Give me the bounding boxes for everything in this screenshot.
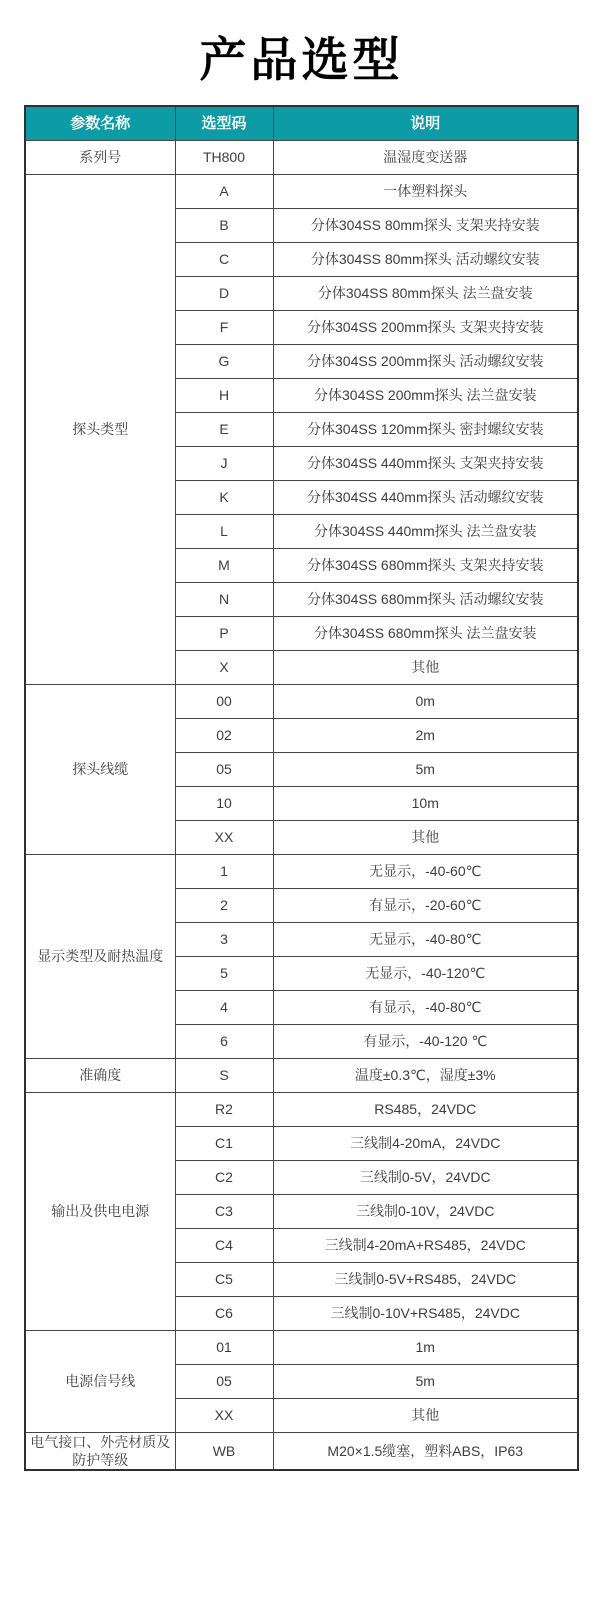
description-cell: 分体304SS 440mm探头 法兰盘安装 bbox=[273, 514, 578, 548]
type-code-cell: 05 bbox=[175, 1364, 273, 1398]
description-cell: 其他 bbox=[273, 650, 578, 684]
type-code-cell: C4 bbox=[175, 1228, 273, 1262]
description-cell: 三线制0-5V，24VDC bbox=[273, 1160, 578, 1194]
description-cell: M20×1.5缆塞，塑料ABS，IP63 bbox=[273, 1432, 578, 1470]
description-cell: 有显示，-20-60℃ bbox=[273, 888, 578, 922]
description-cell: 三线制4-20mA+RS485，24VDC bbox=[273, 1228, 578, 1262]
type-code-cell: M bbox=[175, 548, 273, 582]
selection-table-body bbox=[25, 140, 578, 1470]
table-row bbox=[25, 854, 578, 888]
type-code-cell: TH800 bbox=[175, 140, 273, 174]
description-cell: 10m bbox=[273, 786, 578, 820]
product-selection-table bbox=[24, 105, 579, 1471]
type-code-cell: F bbox=[175, 310, 273, 344]
table-row bbox=[25, 1330, 578, 1364]
type-code-cell: XX bbox=[175, 1398, 273, 1432]
table-row bbox=[25, 1058, 578, 1092]
description-cell: 无显示，-40-80℃ bbox=[273, 922, 578, 956]
type-code-cell: XX bbox=[175, 820, 273, 854]
type-code-cell: 00 bbox=[175, 684, 273, 718]
type-code-cell: A bbox=[175, 174, 273, 208]
description-cell: 2m bbox=[273, 718, 578, 752]
description-cell: 5m bbox=[273, 1364, 578, 1398]
type-code-cell: 10 bbox=[175, 786, 273, 820]
type-code-cell: 1 bbox=[175, 854, 273, 888]
description-cell: 分体304SS 80mm探头 法兰盘安装 bbox=[273, 276, 578, 310]
description-cell: 无显示，-40-120℃ bbox=[273, 956, 578, 990]
type-code-cell: 5 bbox=[175, 956, 273, 990]
description-cell: 三线制0-10V，24VDC bbox=[273, 1194, 578, 1228]
type-code-cell: 3 bbox=[175, 922, 273, 956]
description-cell: 分体304SS 440mm探头 活动螺纹安装 bbox=[273, 480, 578, 514]
type-code-cell: 2 bbox=[175, 888, 273, 922]
type-code-cell: C5 bbox=[175, 1262, 273, 1296]
param-name-cell: 电源信号线 bbox=[25, 1330, 175, 1432]
type-code-cell: X bbox=[175, 650, 273, 684]
description-cell: 分体304SS 200mm探头 支架夹持安装 bbox=[273, 310, 578, 344]
table-row bbox=[25, 140, 578, 174]
description-cell: 三线制4-20mA，24VDC bbox=[273, 1126, 578, 1160]
type-code-cell: 01 bbox=[175, 1330, 273, 1364]
param-name-cell: 电气接口、外壳材质及防护等级 bbox=[25, 1432, 175, 1470]
description-cell: 5m bbox=[273, 752, 578, 786]
type-code-cell: 4 bbox=[175, 990, 273, 1024]
description-cell: 分体304SS 680mm探头 法兰盘安装 bbox=[273, 616, 578, 650]
type-code-cell: P bbox=[175, 616, 273, 650]
description-cell: 三线制0-10V+RS485，24VDC bbox=[273, 1296, 578, 1330]
type-code-cell: C bbox=[175, 242, 273, 276]
table-row bbox=[25, 1092, 578, 1126]
description-cell: 分体304SS 80mm探头 活动螺纹安装 bbox=[273, 242, 578, 276]
type-code-cell: R2 bbox=[175, 1092, 273, 1126]
table-row bbox=[25, 174, 578, 208]
header-row bbox=[25, 106, 578, 140]
table-row bbox=[25, 684, 578, 718]
description-cell: 三线制0-5V+RS485，24VDC bbox=[273, 1262, 578, 1296]
description-cell: 有显示，-40-80℃ bbox=[273, 990, 578, 1024]
description-cell: 分体304SS 680mm探头 支架夹持安装 bbox=[273, 548, 578, 582]
type-code-cell: N bbox=[175, 582, 273, 616]
type-code-cell: 02 bbox=[175, 718, 273, 752]
type-code-cell: K bbox=[175, 480, 273, 514]
header-description: 说明 bbox=[273, 106, 578, 140]
description-cell: 分体304SS 80mm探头 支架夹持安装 bbox=[273, 208, 578, 242]
param-name-cell: 探头线缆 bbox=[25, 684, 175, 854]
description-cell: 无显示，-40-60℃ bbox=[273, 854, 578, 888]
description-cell: 有显示，-40-120 ℃ bbox=[273, 1024, 578, 1058]
description-cell: 分体304SS 440mm探头 支架夹持安装 bbox=[273, 446, 578, 480]
type-code-cell: J bbox=[175, 446, 273, 480]
table-row bbox=[25, 1432, 578, 1470]
type-code-cell: WB bbox=[175, 1432, 273, 1470]
description-cell: 温度±0.3℃，湿度±3% bbox=[273, 1058, 578, 1092]
param-name-cell: 探头类型 bbox=[25, 174, 175, 684]
description-cell: 0m bbox=[273, 684, 578, 718]
type-code-cell: 6 bbox=[175, 1024, 273, 1058]
description-cell: 其他 bbox=[273, 1398, 578, 1432]
table-header bbox=[25, 106, 578, 140]
param-name-cell: 输出及供电电源 bbox=[25, 1092, 175, 1330]
header-param-name: 参数名称 bbox=[25, 106, 175, 140]
type-code-cell: G bbox=[175, 344, 273, 378]
type-code-cell: 05 bbox=[175, 752, 273, 786]
param-name-cell: 准确度 bbox=[25, 1058, 175, 1092]
param-name-cell: 系列号 bbox=[25, 140, 175, 174]
type-code-cell: C1 bbox=[175, 1126, 273, 1160]
type-code-cell: S bbox=[175, 1058, 273, 1092]
page-title: 产品选型 bbox=[199, 33, 404, 86]
type-code-cell: B bbox=[175, 208, 273, 242]
description-cell: 分体304SS 680mm探头 活动螺纹安装 bbox=[273, 582, 578, 616]
type-code-cell: L bbox=[175, 514, 273, 548]
header-type-code: 选型码 bbox=[175, 106, 273, 140]
description-cell: RS485，24VDC bbox=[273, 1092, 578, 1126]
type-code-cell: H bbox=[175, 378, 273, 412]
type-code-cell: E bbox=[175, 412, 273, 446]
type-code-cell: C3 bbox=[175, 1194, 273, 1228]
description-cell: 温湿度变送器 bbox=[273, 140, 578, 174]
description-cell: 分体304SS 200mm探头 活动螺纹安装 bbox=[273, 344, 578, 378]
description-cell: 其他 bbox=[273, 820, 578, 854]
description-cell: 一体塑料探头 bbox=[273, 174, 578, 208]
type-code-cell: D bbox=[175, 276, 273, 310]
description-cell: 1m bbox=[273, 1330, 578, 1364]
description-cell: 分体304SS 120mm探头 密封螺纹安装 bbox=[273, 412, 578, 446]
param-name-cell: 显示类型及耐热温度 bbox=[25, 854, 175, 1058]
type-code-cell: C6 bbox=[175, 1296, 273, 1330]
type-code-cell: C2 bbox=[175, 1160, 273, 1194]
description-cell: 分体304SS 200mm探头 法兰盘安装 bbox=[273, 378, 578, 412]
